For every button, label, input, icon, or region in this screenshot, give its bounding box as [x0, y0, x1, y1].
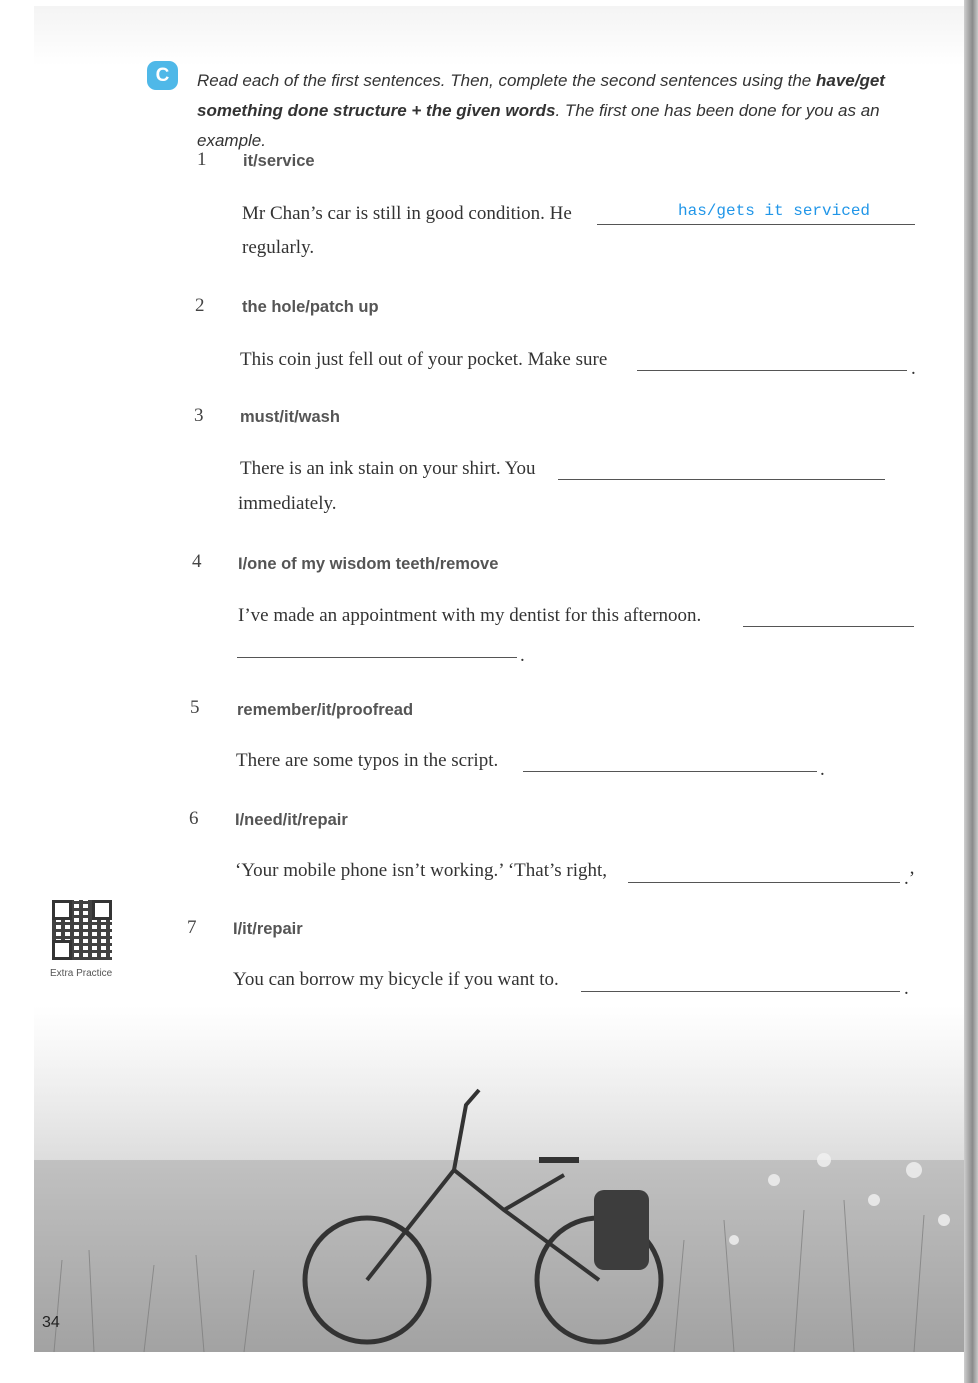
exercise-instruction: [197, 66, 947, 156]
qr-finder-mark: [52, 900, 72, 920]
answer-blank[interactable]: [597, 224, 915, 225]
item-end: .: [520, 645, 525, 666]
instruction-text-2: . The first one has been done for you as an example.: [197, 101, 880, 150]
item-end: .: [820, 759, 825, 780]
item-number: 2: [195, 295, 205, 316]
item-prompt: I/need/it/repair: [235, 811, 348, 829]
qr-label: Extra Practice: [50, 968, 113, 979]
item-prompt: I/one of my wisdom teeth/remove: [238, 555, 499, 573]
item-answer: has/gets it serviced: [678, 202, 871, 220]
answer-blank[interactable]: [628, 882, 900, 883]
item-sentence: ‘Your mobile phone isn’t working.’ ‘That’s right,: [235, 860, 608, 881]
qr-code-icon[interactable]: [52, 900, 112, 960]
item-prompt: the hole/patch up: [242, 298, 379, 316]
answer-blank[interactable]: [581, 991, 900, 992]
qr-finder-mark: [92, 900, 112, 920]
item-end: .: [911, 358, 916, 379]
item-number: 6: [189, 808, 199, 829]
bicycle-meadow-photo: [34, 1010, 964, 1352]
item-sentence: This coin just fell out of your pocket. Make sure: [240, 349, 608, 370]
item-prompt: must/it/wash: [240, 408, 340, 426]
item-end: .’: [904, 868, 916, 889]
item-sentence: You can borrow my bicycle if you want to.: [233, 969, 559, 990]
item-sentence: There are some typos in the script.: [236, 750, 499, 771]
item-prompt: it/service: [243, 152, 315, 170]
item-number: 5: [190, 697, 200, 718]
item-end: .: [904, 978, 909, 999]
grass-field: [34, 1160, 964, 1352]
answer-blank[interactable]: [743, 626, 914, 627]
item-number: 1: [197, 149, 207, 170]
item-sentence: There is an ink stain on your shirt. You: [240, 458, 536, 479]
book-spine-shadow: [964, 0, 978, 1383]
qr-finder-mark: [52, 940, 72, 960]
item-sentence: I’ve made an appointment with my dentist for this afternoon.: [238, 605, 702, 626]
answer-blank[interactable]: [523, 771, 817, 772]
item-prompt: I/it/repair: [233, 920, 303, 938]
item-prompt: remember/it/proofread: [237, 701, 414, 719]
item-continuation: regularly.: [242, 237, 315, 258]
item-continuation: immediately.: [238, 493, 337, 514]
answer-blank[interactable]: [637, 370, 907, 371]
item-sentence: Mr Chan’s car is still in good condition. He: [242, 203, 572, 224]
item-number: 4: [192, 551, 202, 572]
page-number: 34: [42, 1314, 60, 1331]
instruction-text-1: Read each of the first sentences. Then, complete the second sentences using the: [197, 71, 816, 90]
instruction-bold: have/get something done structure + the given words: [197, 71, 885, 120]
item-number: 3: [194, 405, 204, 426]
answer-blank[interactable]: [558, 479, 885, 480]
exercise-badge: C: [147, 61, 178, 90]
answer-blank-continued[interactable]: [237, 657, 517, 658]
item-number: 7: [187, 917, 197, 938]
